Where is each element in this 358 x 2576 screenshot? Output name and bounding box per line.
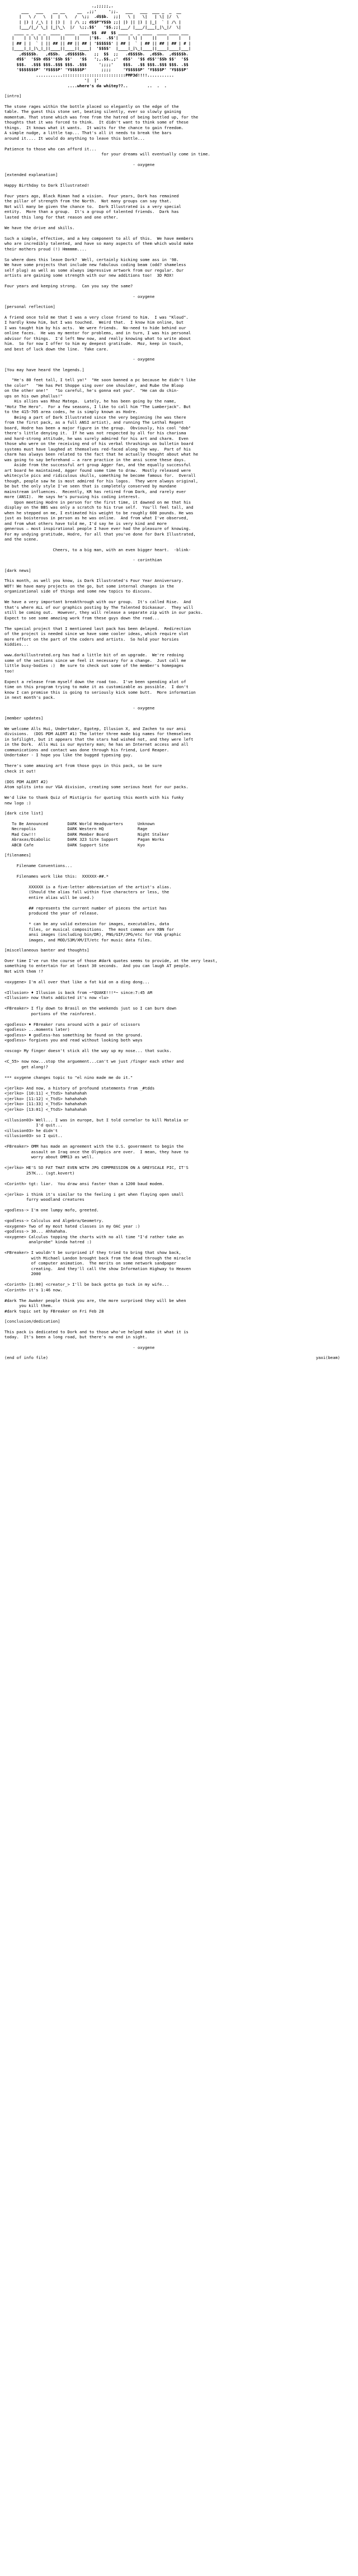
conclusion-text: This pack is dedicated to Dork and to those who've helped make it what it is today. It's been a long road, but there's no end in sight.: [4, 1329, 189, 1339]
dark-cite-list: [4, 821, 345, 848]
list-item: ABCB Cafe DARK Support Site Kyo: [4, 842, 145, 847]
ascii-logo-line: d$$' '$$b d$$''$$b $$' '$$ ';,.$$.,;' d$$' '$$ d$$''$$b $$' '$$: [4, 56, 191, 61]
personal-text: A friend once told me that I was a very close friend to him. I was "Kloud". I hardly knew him, but I was touched. Weird that. I know him online, but I was taught him by his acts. We were friends. No-need to hide behind our online faces. He was my mentor for problems, and in turn, I was his personal advisor for things. I'd left New now, and really knowing what to write about him. So for now I offer to him my deepest gratitude. Moz, keep in touch, and best of luck down the line. Take care.: [4, 314, 191, 352]
intro-signature: - oxygene: [4, 162, 155, 167]
ascii-logo-line: ...........::::::::::::::::::::::::::PMP3d!!!!...........: [4, 72, 189, 78]
ascii-logo-line: |____|_|_|\_|_||____||____||____| '$$$$' |____|_|\_|____||____|____|___|: [4, 46, 191, 51]
section-heading-intro: [intro]: [4, 93, 22, 98]
section-heading-legends: [You may have heard the legends.]: [4, 367, 84, 372]
personal-signature: - oxygene: [4, 357, 155, 362]
news-signature: - oxygene: [4, 705, 155, 711]
extended-text: Happy Birthday to Dark Illustrated! Four years ago, Black Riman had a vision. Four years, Dork has remained the pillar of strength from the North. Not many groups can say that. Not will many be given the chance to. Dark Illustrated is a very special entity. More than a group. It's a group of talented friends. Dark has lasted this long for that reason and one other. We have the drive and skills. Such a simple, effective, and a key component to all of this. We have members who are incredibly talented, and have so many aspects of them which would make their mothers proud (!) Hmmmmm.... So where does this leave Dork? Well, certainly kicking some ass in '98. We have some projects that include new fabulous coding beam (odd? shameless self plug) as well as some always impressive artwork from our regular. Our artists are gaining some strength with our new additions too! 3D ROX! Four years and keeping strong. Can you say the same?: [4, 182, 194, 288]
list-item: Necropolis DARK Western HQ Rage: [4, 826, 148, 831]
conclusion-signature: - oxygene: [4, 1344, 155, 1350]
intro-text: The stone rages within the bottle placed so elegantly on the edge of the table. The guest this stone set, beating silently, ever so slowly gaining momentum. That stone which was free from the hatred of being bottled up, for the thoughts that it was forced to think. It didn't want to think some of these things. It knows what it wants. It waits for the chance to gain freedom. A simple nudge, a little tap... That's all it needs to break the bars around it.... It would do anything to leave this bottle... Patience to those who can afford it... for your dreams will eventually come in time.: [4, 103, 210, 157]
ascii-logo-art: [4, 3, 345, 88]
section-heading-extended: [extended explanation]: [4, 172, 58, 177]
ascii-logo-line: $$$. .$$$ $$$..$$$ $$$. .$$$ ';;;;' $$$. .$$ $$$..$$$ $$$. .$$: [4, 61, 191, 67]
ascii-logo-line: ....where's da whitey??.. .. . .: [4, 83, 191, 88]
ascii-logo-line: ___ ___ __ __ __ ,;;' ';;. ___ ___ ___ _ _ __: [4, 8, 194, 14]
ascii-logo-line: | |) | /_\ | | |) | | /\ ;; d$$P"Y$$b ;;| |) || |) | |_| ` | /\ |: [4, 19, 189, 25]
section-heading-dark-list: [dark cite list]: [4, 811, 44, 816]
list-item: To Be Announced DARK World Headquarters Unknown: [4, 821, 155, 826]
ascii-logo-line: .,;;;;;,.: [4, 3, 196, 8]
ascii-logo-line: | ## | | ` | || ## || ## || ## | '$$$$$$' | ## | ` | ## || ## | ## | # |: [4, 40, 191, 46]
ascii-logo-line: '| |': [4, 78, 191, 83]
list-item: Mad Cow!!! DARK Member Board Night Stalker: [4, 831, 169, 837]
list-item: Abraxas/Diabolic DARK 323 Site Support Pagan Works: [4, 837, 164, 842]
ascii-logo-line: '$$$$$$$P' 'Y$$$$P' 'Y$$$$$P' ;;;; 'Y$$$$$P' 'Y$$$$P' 'Y$$$$P': [4, 67, 191, 72]
legends-cheers: Cheers, to a big man, with an even bigger heart. -blink-: [4, 547, 191, 552]
ascii-logo-line: ,d$$$$b. ,d$$b. ,d$$$$$b. ;; $$ ;; .d$$$$b. ,d$$b. ,d$$$$b.: [4, 51, 191, 56]
legends-signature: - corinthian: [4, 557, 162, 562]
section-heading-misc: [miscellaneous banter and thoughts]: [4, 948, 90, 953]
footer-tag: yaxi(beam): [315, 1355, 340, 1360]
filenames-text: Filename Conventions... Filenames work like this: XXXXXX-##.* XXXXXX is a five-letter abbreviation of the artist's alias. (Should the alias fall within five characters or less, the entire alias will be used.) ## represents the current number of pieces the artist has produced the year of release. * can be any valid extension for images, executables, data files, or musical compositions. The most common are XBN for ansi images (including bin/DR), PNG/GIF/JPG/etc for VGA graphic images, and MOD/S3M/XM/IT/etc for music data files.: [16, 863, 181, 943]
section-heading-personal: [personal reflection]: [4, 304, 55, 309]
ascii-logo-line: ____ _ _ _ _ ____ ____ ____ $$ ## $$ ____ _ _ ____ ____ ____ ___: [4, 30, 189, 35]
misc-quotes-text: Over time I've run the course of those #dark quotes seems to provide, at the very least, something to entertain for at least 30 seconds. And you can laugh AT people. Not with them !? <oxygene> I'm all over that like a fat kid on a ding dong... <Illusion> ♦ Illusion is back from ~*QUAKE!!!*~ since:7:45 AM <Illusion> now thats addicted it's now <lu> <FBreaker> I fly down to Brasil on the weekends just so I can burn down portions of the rainforest. <godless> ♦ FBreaker runs around with a pair of scissors <godless> ...moments later) <godless> ♦ godless-has something be found on the ground. <godless> forgives you and read without looking both ways <oscog> My finger doesn't stick all the way up my nose... that sucks. <C_55> now now...stop the arguement...can't we just /finger each other and get along!? *** oxygene changes topic to "el nino made me do it." <jerlko> And now, a history of profound statements from _#tdds <jerlko> [10:11] <_TtdS> hahahahah <jerlko> [11:12] <_TtdS> hahahahah <jerlko> [11:33] <_TtdS> hahahahah <jerlko> [13:01] <_TtdS> hahahahah <illusion03> Well... I was in europe, but I told cornelor to kill Matalia or I'd quit... <illusion03> he didn't <illusion03> so I quit.. <FBreaker> OMM has made an agreement with the U.S. government to begin the assault on Iraq once the Olympics are over. I mean, they have to worry about OMM13 as well. <jerlko> HE'S SO FAT THAT EVEN WITH JPG COMPRESSION ON A GREYSCALE PIC, IT'S 257K... (sgt.kovert) <Corinth> tgt: liar. You draw ansi faster than a 1200 baud modem. <jerlko> i think it's similar to the feeling i get when flaying open small furry woodland creatures <godless-> I'm one lumpy mofo, greeted. <godless-> Calculus and Algebra/Geometry. <oxygene> Two of my most hated classes in my OAC year :) <godless-> 30... Ahhahaha. <oxygene> Calculus topping the charts with no all time "I'd rather take an analprobe" kinda hatred :) <FBreaker> I wouldn't be surprised if they tried to bring that show back, with Michael Landon brought back from the dead through the miracle of computer animation. The merits on some network sandpaper creating. And they'll call the show Information Highway to Heaven 2000 <Corinth> [1:00] <creator_> I'll be back gotta go tuck in my wife... <Corinth> it's 1:46 now. #dark The Awaker people think you are, the more surprised they will be when you kill them. #dark topic set by FBreaker on Fri Feb 28: [4, 958, 218, 1314]
ascii-logo-line: | \ / \ | | \ / \;; .d$$b. ;;| \ | \| | \| |/ \: [4, 14, 189, 19]
section-heading-news: [dark news]: [4, 567, 31, 573]
legends-text: "He's 80 feet tall, I tell ya!" "He soon banned a pc because he didn't like the color" "He has Pet Shoppe sing over one shoulder, and Rube the Bloop on the other one!" "So careful, he's gonna eat you". "He can do chin- ups on his own phallus!" His allies was Rhaz Matega. Lately, he has been going by the name, "Hotz The Hero". For a few seasons, I like to call him "The Lumberjack". But to the 415-705 area codes, he is simply known as Hodre. Being a part of Dark Illustrated since the very beginning (he was there from the first pack, as a full ANSI artist), and running The Lethal Regent board, Hodre has been a major figure in the group. Obviously, his cool "dob" there's little denying it. If he was not respected by all for his charisma and hard-strong attitude, he was surely admired for his art and charm. Even those who were on the receiving end of his verbal thrashings on bulletin board systems must have laughed at themselves red-faced along the way. Part of his charm has always been related to the fact that he actually thought about what he was going to say beforehand — a rare practice in the ansi scene these days. Aside from the successful art group Agger fan, and the equally successful art board he maintained, Agger found some time to draw. Mostly released were whitecycle pics and ridiculous skulls, something he become famous for. Overall though, people saw he is most admired for his logos. They were always original, be but the only style I've seen that is completely conserved by mundane mainstream influences. Recently, KR has retired from Dark, and rarely ever more (ANSI). He says he's pursuing his coding interest. Upon meeting Hodre in person for the first time, it dawned on me that his display on the BBS was only a scratch to his true self. You'll feel tall, and when he stepped on me, I estimated his weight to be roughly 600 pounds. He was just as boisterous in person as he was online. And from what I've observed, and from what others have told me, I'd say he is very kind and more generous — most inspirational people I have ever had the pleasure of knowing. For my undying gratitude, Hodre, for all that you've done for Dark Illustrated, and the scene.: [4, 377, 199, 542]
ascii-logo-line: |___/|_/ \_| |_|\_\ |/ \;;.$$' '$$.;;|___/ |___/|___|_|\_|/ \|: [4, 25, 189, 30]
end-of-file-label: (end of info file): [4, 1355, 48, 1360]
member-updates-text: We welcome Alls Hui, Undertaker, Egotep, Illusion X, and Zachen to our ansi divisions. (DOS PDM ALERT #1) The latter three made big names for themselves in Sofilight, but it appears that the stars had wished not, and they were left in the Dork. Alls Hui is our mystery man; he has an Internet access and all communications and contact was done through his friend, Lord Reaper. Undertaker - I hope you like the bugged typesing guy. There's some amazing art from those guys in this pack, so be sure check it out! (DOS PDM ALERT #2) Atom splits into our VGA division, creating some serious heat for our packs. We'd like to thank Quiz of Mistigris for quoting this month with his funky new logo :): [4, 726, 194, 806]
footer: [4, 1355, 340, 1361]
extended-signature: - oxygene: [4, 293, 155, 299]
section-heading-conclusion: [conclusion/dedication]: [4, 1319, 60, 1324]
ascii-logo-line: | | | \| | || || || |'$$. .$$'| | \| | || | | |: [4, 35, 191, 40]
news-text: This month, as well you know, is Dark Illustrated's Four Year Anniversary. WOT! We have many projects on the go, but some internal changes in the organizational side of things and some new topics to discuss. We have a very important breakthrough with our group. It's called Rise. And that's where ALL of our graphics posting by The Talented Dickasaur. They will still be coming out. However, they will release a separate zip with in our packs. Expect to see some amazing work from these guys down the road... The special project that I mentioned last pack has been delayed. Redirection of the project is needed since we have some cooler ideas, which require slot more effort on the part of the coders and artists. So hold your horsies kiddies... www.darkillustrated.org has had a little bit of an upgrade. We're redoing some of the sections since we feel it necessary for a change. Just call me little busy-bodies :) Be sure to check out some of the member's homepages too! Expect a release from myself down the road too. I've been spending alot of time on this program trying to make it as customizable as possible. I don't know I can promise this is going to seriously kick some butt. More information in next month's pack.: [4, 578, 203, 700]
section-heading-filenames: [filenames]: [4, 853, 31, 858]
section-heading-member-updates: [member updates]: [4, 716, 44, 721]
